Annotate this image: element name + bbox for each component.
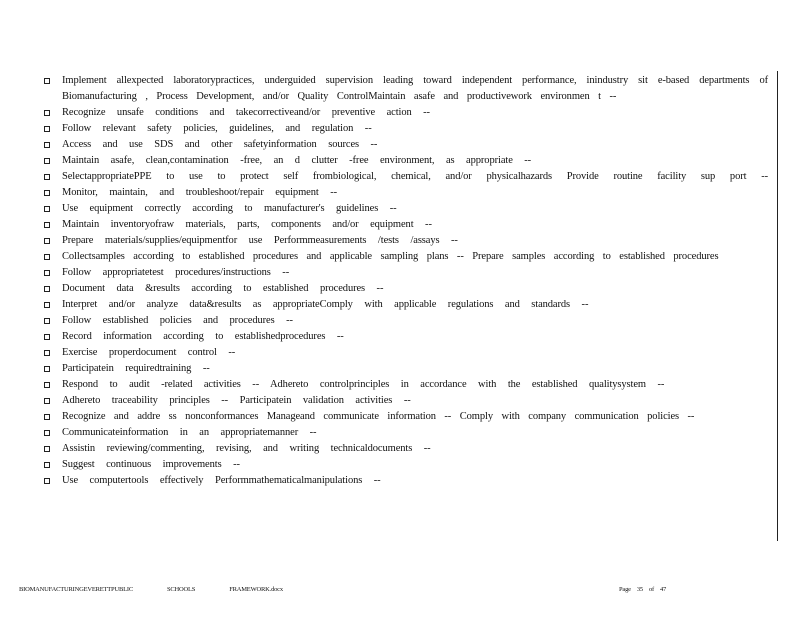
list-item (44, 169, 768, 185)
square-bullet-icon (44, 302, 50, 308)
list-item-text: Recognize unsafe conditions and takecorrectiveand/or preventive action -- (62, 107, 430, 118)
list-item (44, 201, 768, 217)
square-bullet-icon (44, 350, 50, 356)
list-item (44, 297, 768, 313)
list-item (44, 313, 768, 329)
square-bullet-icon (44, 414, 50, 420)
list-item-text: Access and use SDS and other safetyinformation sources -- (62, 139, 378, 150)
list-item-text: Adhereto traceability principles -- Participatein validation activities -- (62, 395, 411, 406)
list-item-text: Maintain asafe, clean,contamination -free, an d clutter -free environment, as appropriate -- (62, 155, 532, 166)
list-item (44, 233, 768, 249)
list-item-text: Implement allexpected laboratorypractices, underguided supervision leading toward independent performance, inindustry sit e-based departments of Biomanufacturing , Process Development, and/or Quality ControlMaintain asafe and productivework environmen t -- (62, 75, 768, 102)
footer-page-label: Page (619, 586, 631, 593)
footer-filename-part: SCHOOLS (166, 586, 196, 593)
list-item-text: Collectsamples according to established procedures and applicable sampling plans -- Prepare samples according to established procedures (62, 251, 719, 262)
square-bullet-icon (44, 158, 50, 164)
footer-page-number (619, 586, 672, 593)
list-item (44, 425, 768, 441)
list-item (44, 329, 768, 345)
list-item-text: Follow appropriatetest procedures/instructions -- (62, 267, 290, 278)
list-item-text: Exercise properdocument control -- (62, 347, 236, 358)
square-bullet-icon (44, 110, 50, 116)
list-item (44, 473, 768, 489)
list-item (44, 73, 768, 105)
square-bullet-icon (44, 478, 50, 484)
list-item-text: Recognize and addre ss nonconformances Manageand communicate information -- Comply with company communication policies -- (62, 411, 695, 422)
square-bullet-icon (44, 446, 50, 452)
list-item-text: Participatein requiredtraining -- (62, 363, 210, 374)
square-bullet-icon (44, 254, 50, 260)
list-item-text: Respond to audit -related activities -- Adhereto controlprinciples in accordance with the established qualitysystem -- (62, 379, 665, 390)
competency-bullet-list (44, 73, 768, 489)
right-margin-rule (777, 71, 778, 541)
list-item-text: Communicateinformation in an appropriatemanner -- (62, 427, 317, 438)
list-item-text: Record information according to establishedprocedures -- (62, 331, 344, 342)
square-bullet-icon (44, 222, 50, 228)
square-bullet-icon (44, 462, 50, 468)
footer-page-total: 47 (659, 586, 667, 593)
list-item-text: Follow established policies and procedures -- (62, 315, 293, 326)
list-item (44, 377, 768, 393)
square-bullet-icon (44, 398, 50, 404)
footer-filename-part: BIOMANUFACTURINGEVERETTPUBLIC (19, 586, 133, 593)
square-bullet-icon (44, 382, 50, 388)
footer-page-current: 35 (636, 586, 643, 593)
list-item (44, 393, 768, 409)
list-item-text: Use computertools effectively Performmathematicalmanipulations -- (62, 475, 381, 486)
square-bullet-icon (44, 334, 50, 340)
square-bullet-icon (44, 366, 50, 372)
list-item (44, 249, 768, 265)
list-item-text: Prepare materials/supplies/equipmentfor use Performmeasurements /tests /assays -- (62, 235, 458, 246)
list-item-text: Assistin reviewing/commenting, revising, and writing technicaldocuments -- (62, 443, 431, 454)
square-bullet-icon (44, 142, 50, 148)
square-bullet-icon (44, 190, 50, 196)
list-item (44, 121, 768, 137)
footer-filename (19, 586, 317, 593)
list-item (44, 457, 768, 473)
square-bullet-icon (44, 430, 50, 436)
list-item (44, 105, 768, 121)
list-item (44, 185, 768, 201)
square-bullet-icon (44, 238, 50, 244)
list-item (44, 281, 768, 297)
footer-of-label: of (648, 586, 654, 593)
list-item (44, 153, 768, 169)
list-item (44, 137, 768, 153)
square-bullet-icon (44, 318, 50, 324)
square-bullet-icon (44, 270, 50, 276)
list-item-text: SelectappropriatePPE to use to protect self frombiological, chemical, and/or physicalhazards Provide routine facility sup port -- (62, 171, 768, 182)
square-bullet-icon (44, 174, 50, 180)
list-item-text: Maintain inventoryofraw materials, parts, components and/or equipment -- (62, 219, 432, 230)
list-item-text: Follow relevant safety policies, guidelines, and regulation -- (62, 123, 372, 134)
list-item (44, 361, 768, 377)
list-item-text: Document data &results according to established procedures -- (62, 283, 384, 294)
list-item-text: Interpret and/or analyze data&results as appropriateComply with applicable regulations and standards -- (62, 299, 589, 310)
square-bullet-icon (44, 286, 50, 292)
list-item (44, 409, 768, 425)
square-bullet-icon (44, 126, 50, 132)
list-item (44, 265, 768, 281)
square-bullet-icon (44, 206, 50, 212)
list-item (44, 441, 768, 457)
list-item-text: Suggest continuous improvements -- (62, 459, 240, 470)
list-item-text: Monitor, maintain, and troubleshoot/repair equipment -- (62, 187, 337, 198)
list-item (44, 345, 768, 361)
square-bullet-icon (44, 78, 50, 84)
list-item-text: Use equipment correctly according to manufacturer's guidelines -- (62, 203, 397, 214)
list-item (44, 217, 768, 233)
footer-filename-part: FRAMEWORK.docx (229, 586, 283, 593)
